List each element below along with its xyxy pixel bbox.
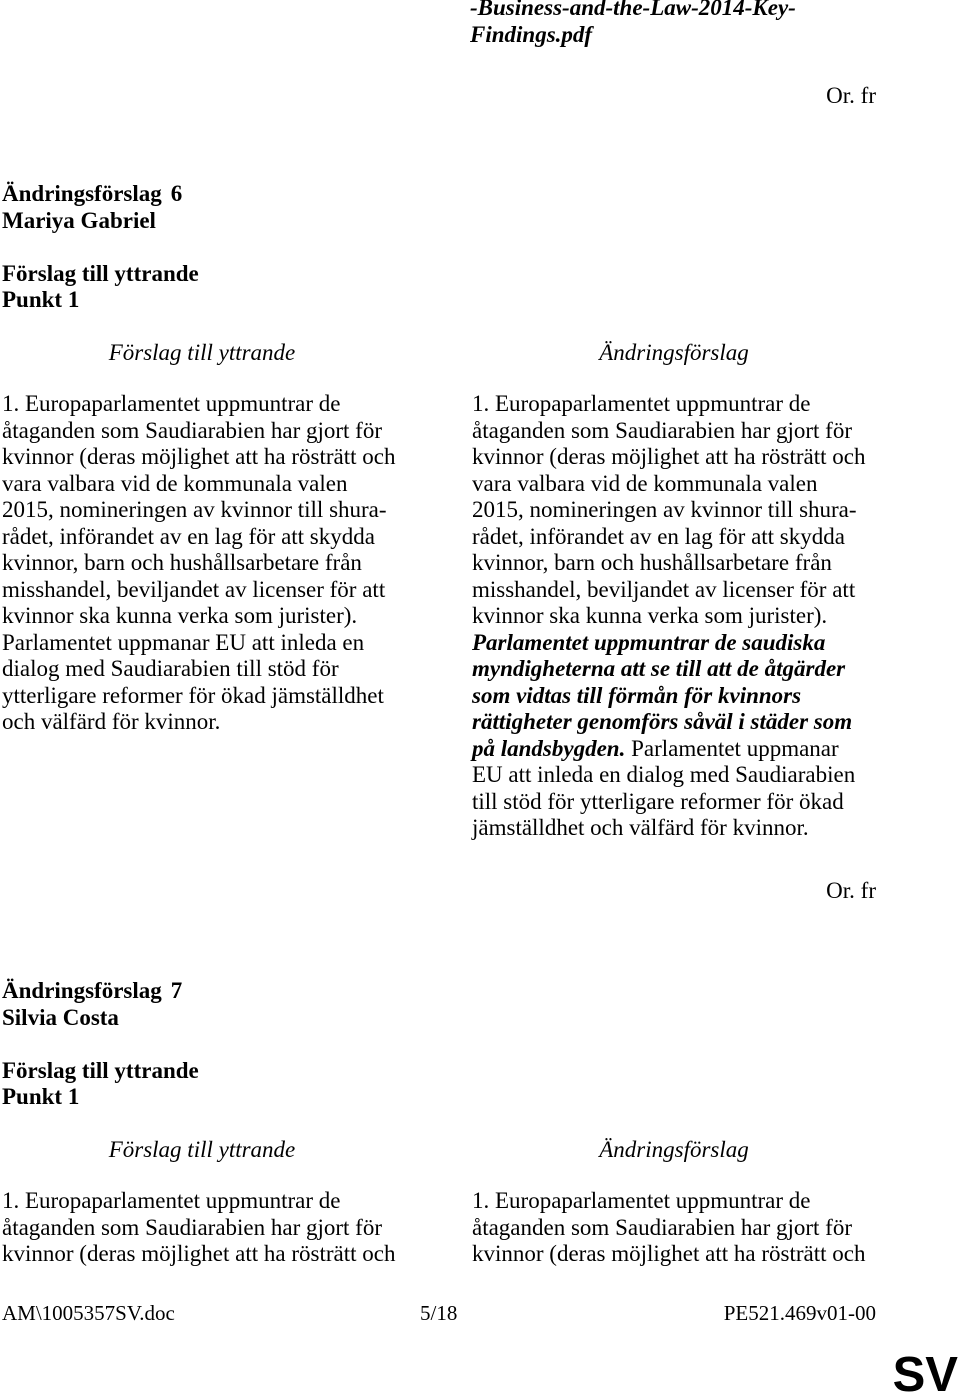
footer-document-ref: AM\1005357SV.doc: [2, 1301, 175, 1325]
original-text-line: Parlamentet uppmanar EU att inleda en: [2, 629, 365, 655]
original-text: [2, 391, 402, 736]
amended-text-line: [472, 630, 876, 657]
original-text-line: åtaganden som Saudiarabien har gjort för: [2, 1214, 383, 1240]
original-text-line: ytterligare reformer för ökad jämställdhet: [2, 682, 384, 708]
file-name-line: -Business-and-the-Law-2014-Key-: [470, 0, 796, 20]
amended-text-line: [472, 736, 876, 763]
original-text-line: misshandel, beviljandet av licenser för att: [2, 576, 386, 602]
amended-text-line: till stöd för ytterligare reformer för ökad: [472, 788, 844, 814]
language-code: SV: [892, 1348, 958, 1397]
page-footer: [0, 1301, 960, 1325]
original-text-line: 1. Europaparlamentet uppmuntrar de: [2, 391, 341, 416]
amended-text-line: kvinnor ska kunna verka som jurister).: [472, 603, 828, 628]
amended-text-line: jämställdhet och välfärd för kvinnor.: [472, 815, 809, 840]
amended-text-line: kvinnor, barn och hushållsarbetare från: [472, 550, 832, 575]
column-header-original: Förslag till yttrande: [108, 1137, 296, 1162]
original-text-line: vara valbara vid de kommunala valen: [2, 470, 348, 496]
column-header-original: Förslag till yttrande: [108, 340, 296, 365]
original-text-line: och välfärd för kvinnor.: [2, 709, 221, 734]
amended-text-line: rådet, införandet av en lag för att skydda: [472, 523, 845, 549]
amendment-number: 7: [170, 978, 183, 1003]
original-text-line: kvinnor, barn och hushållsarbetare från: [2, 550, 362, 575]
new-text-emphasis: rättigheter genomförs såväl i städer som: [472, 709, 853, 734]
amended-text-line: åtaganden som Saudiarabien har gjort för: [472, 417, 853, 443]
column-header-amendment: Ändringsförslag: [599, 340, 749, 365]
original-language-note: Or. fr: [826, 83, 876, 108]
file-name-header: [470, 0, 796, 48]
amended-text-line: 1. Europaparlamentet uppmuntrar de: [472, 391, 811, 416]
original-text-column: [2, 340, 402, 736]
amended-text-line: misshandel, beviljandet av licenser för att: [472, 576, 856, 602]
original-text-line: kvinnor (deras möjlighet att ha rösträtt och: [2, 444, 396, 469]
amendment-item: Punkt 1: [2, 1084, 80, 1109]
amendment-heading: [2, 978, 602, 1111]
original-language-note: Or. fr: [826, 878, 876, 903]
amended-text-line: kvinnor (deras möjlighet att ha rösträtt och: [472, 1241, 866, 1266]
new-text-emphasis: myndigheterna att se till att de åtgärder: [472, 656, 846, 681]
amended-text-span: Parlamentet uppmanar: [625, 735, 839, 761]
amendment-label: Ändringsförslag: [2, 181, 162, 206]
new-text-emphasis: som vidtas till förmån för kvinnors: [472, 682, 802, 708]
amendment-subject: Förslag till yttrande: [2, 260, 199, 286]
amendment-subject: Förslag till yttrande: [2, 1057, 199, 1083]
footer-pe-number: PE521.469v01-00: [723, 1301, 876, 1325]
amended-text-line: åtaganden som Saudiarabien har gjort för: [472, 1214, 853, 1240]
amended-text-line: [472, 709, 876, 736]
file-name-line: Findings.pdf: [470, 22, 593, 47]
original-text-line: kvinnor (deras möjlighet att ha rösträtt och: [2, 1241, 396, 1266]
original-text-line: rådet, införandet av en lag för att skydda: [2, 523, 375, 549]
new-text-emphasis: på landsbygden.: [472, 735, 626, 761]
amended-text-line: [472, 656, 876, 683]
amended-text-line: 2015, nomineringen av kvinnor till shura-: [472, 497, 857, 522]
amendment-title: [2, 978, 602, 1005]
amended-text: [472, 1188, 876, 1268]
amended-text-column: [472, 340, 876, 842]
amendment-number: 6: [170, 181, 183, 206]
amended-text-column: [472, 1137, 876, 1268]
amendment-author: Mariya Gabriel: [2, 207, 156, 233]
amendment-item: Punkt 1: [2, 287, 80, 312]
amendment-label: Ändringsförslag: [2, 978, 162, 1003]
original-text-line: kvinnor ska kunna verka som jurister).: [2, 603, 358, 628]
original-text: [2, 1188, 402, 1268]
footer-page-number: 5/18: [420, 1301, 458, 1325]
original-text-line: 2015, nomineringen av kvinnor till shura-: [2, 497, 387, 522]
amended-text-line: kvinnor (deras möjlighet att ha rösträtt och: [472, 444, 866, 469]
original-text-line: 1. Europaparlamentet uppmuntrar de: [2, 1188, 341, 1213]
original-text-line: åtaganden som Saudiarabien har gjort för: [2, 417, 383, 443]
column-header-amendment: Ändringsförslag: [599, 1137, 749, 1162]
amended-text-line: [472, 683, 876, 710]
amended-text-line: EU att inleda en dialog med Saudiarabien: [472, 762, 856, 787]
amendment-heading: [2, 181, 602, 314]
amendment-title: [2, 181, 602, 208]
original-text-line: dialog med Saudiarabien till stöd för: [2, 656, 339, 681]
amended-text-line: 1. Europaparlamentet uppmuntrar de: [472, 1188, 811, 1213]
amendment-author: Silvia Costa: [2, 1004, 119, 1030]
new-text-emphasis: Parlamentet uppmuntrar de saudiska: [472, 629, 826, 655]
amended-text: [472, 391, 876, 842]
amended-text-line: vara valbara vid de kommunala valen: [472, 470, 818, 496]
original-text-column: [2, 1137, 402, 1268]
